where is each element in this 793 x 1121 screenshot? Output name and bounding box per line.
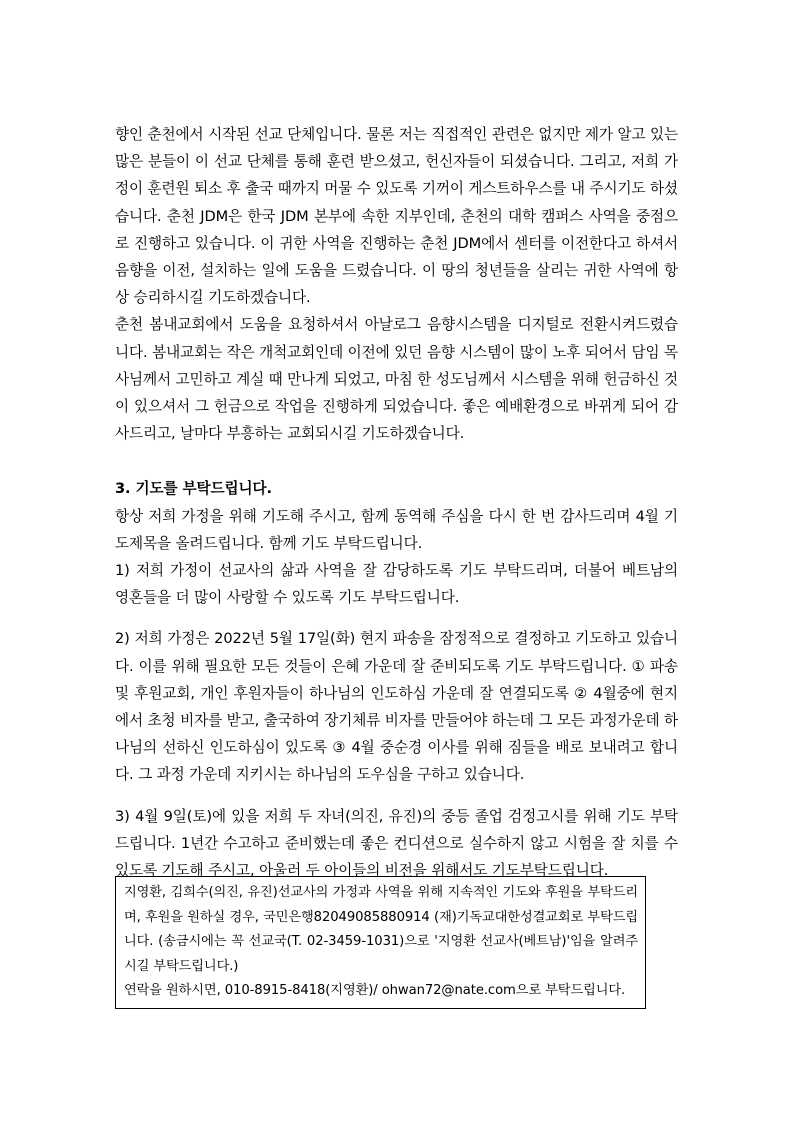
support-contact-box xyxy=(115,876,646,1009)
contact-info-text: 연락을 원하시면, 010-8915-8418(지영환)/ ohwan72@nate.com으로 부탁드립니다. xyxy=(124,983,626,998)
prayer-item-1: 1) 저희 가정이 선교사의 삶과 사역을 잘 감당하도록 기도 부탁드리며, 더불어 베트남의 영혼들을 더 많이 사랑할 수 있도록 기도 부탁드립니다. xyxy=(115,562,678,607)
prayer-item-2: 2) 저희 가정은 2022년 5월 17일(화) 현지 파송을 잠정적으로 결정하고 기도하고 있습니다. 이를 위해 필요한 모든 것들이 은혜 가운데 잘 준비되도록 기도 부탁드립니다. ① 파송 및 후원교회, 개인 후원자들이 하나님의 인도하심 가운데 잘 연결되도록 ② 4월중에 현지에서 초청 비자를 받고, 출국하여 장기체류 비자를 만들어야 하는데 그 모든 과정가운데 하나님의 선하신 인도하심이 있도록 ③ 4월 중순경 이사를 위해 짐들을 배로 보내려고 합니다. 그 과정 가운데 지키시는 하나님의 도우심을 구하고 있습니다. xyxy=(115,630,678,784)
section-intro-text: 항상 저희 가정을 위해 기도해 주시고, 함께 동역해 주심을 다시 한 번 감사드리며 4월 기도제목을 올려드립니다. 함께 기도 부탁드립니다. xyxy=(115,507,678,552)
paragraph-bomnae-church: 춘천 봄내교회에서 도움을 요청하셔서 아날로그 음향시스템을 디지털로 전환시켜드렸습니다. 봄내교회는 작은 개척교회인데 이전에 있던 음향 시스템이 많이 노후 되어서 담임 목사님께서 고민하고 계실 때 만나게 되었고, 마침 한 성도님께서 시스템을 위해 헌금하신 것이 있으셔서 그 헌금으로 작업을 진행하게 되었습니다. 좋은 예배환경으로 바뀌게 되어 감사드리고, 날마다 부흥하는 교회되시길 기도하겠습니다. xyxy=(115,316,678,443)
support-info-text: 지영환, 김희수(의진, 유진)선교사의 가정과 사역을 위해 지속적인 기도와 후원을 부탁드리며, 후원을 원하실 경우, 국민은행82049085880914 (재)기독교대한성결교회로 부탁드립니다. (송금시에는 꼭 선교국(T. 02-3459-1031)으로 '지영환 선교사(베트남)'임을 알려주시길 부탁드립니다.) xyxy=(124,885,638,974)
prayer-item-3: 3) 4월 9일(토)에 있을 저희 두 자녀(의진, 유진)의 중등 졸업 검정고시를 위해 기도 부탁드립니다. 1년간 수고하고 준비했는데 좋은 컨디션으로 실수하지 않고 시험을 잘 치를 수 있도록 기도해 주시고, 아울러 두 아이들의 비전을 위해서도 기도부탁드립니다. xyxy=(115,807,678,880)
document-page xyxy=(115,0,678,884)
section-heading-prayer-request: 3. 기도를 부탁드립니다. xyxy=(115,480,272,498)
paragraph-chuncheon-jdm: 향인 춘천에서 시작된 선교 단체입니다. 물론 저는 직접적인 관련은 없지만 제가 알고 있는 많은 분들이 이 선교 단체를 통해 훈련 받으셨고, 헌신자들이 되셨습니다. 그리고, 저희 가정이 훈련원 퇴소 후 출국 때까지 머물 수 있도록 기꺼이 게스트하우스를 내 주시기도 하셨습니다. 춘천 JDM은 한국 JDM 본부에 속한 지부인데, 춘천의 대학 캠퍼스 사역을 중점으로 진행하고 있습니다. 이 귀한 사역을 진행하는 춘천 JDM에서 센터를 이전한다고 하셔서 음향을 이전, 설치하는 일에 도움을 드렸습니다. 이 땅의 청년들을 살리는 귀한 사역에 항상 승리하시길 기도하겠습니다. xyxy=(115,126,678,307)
